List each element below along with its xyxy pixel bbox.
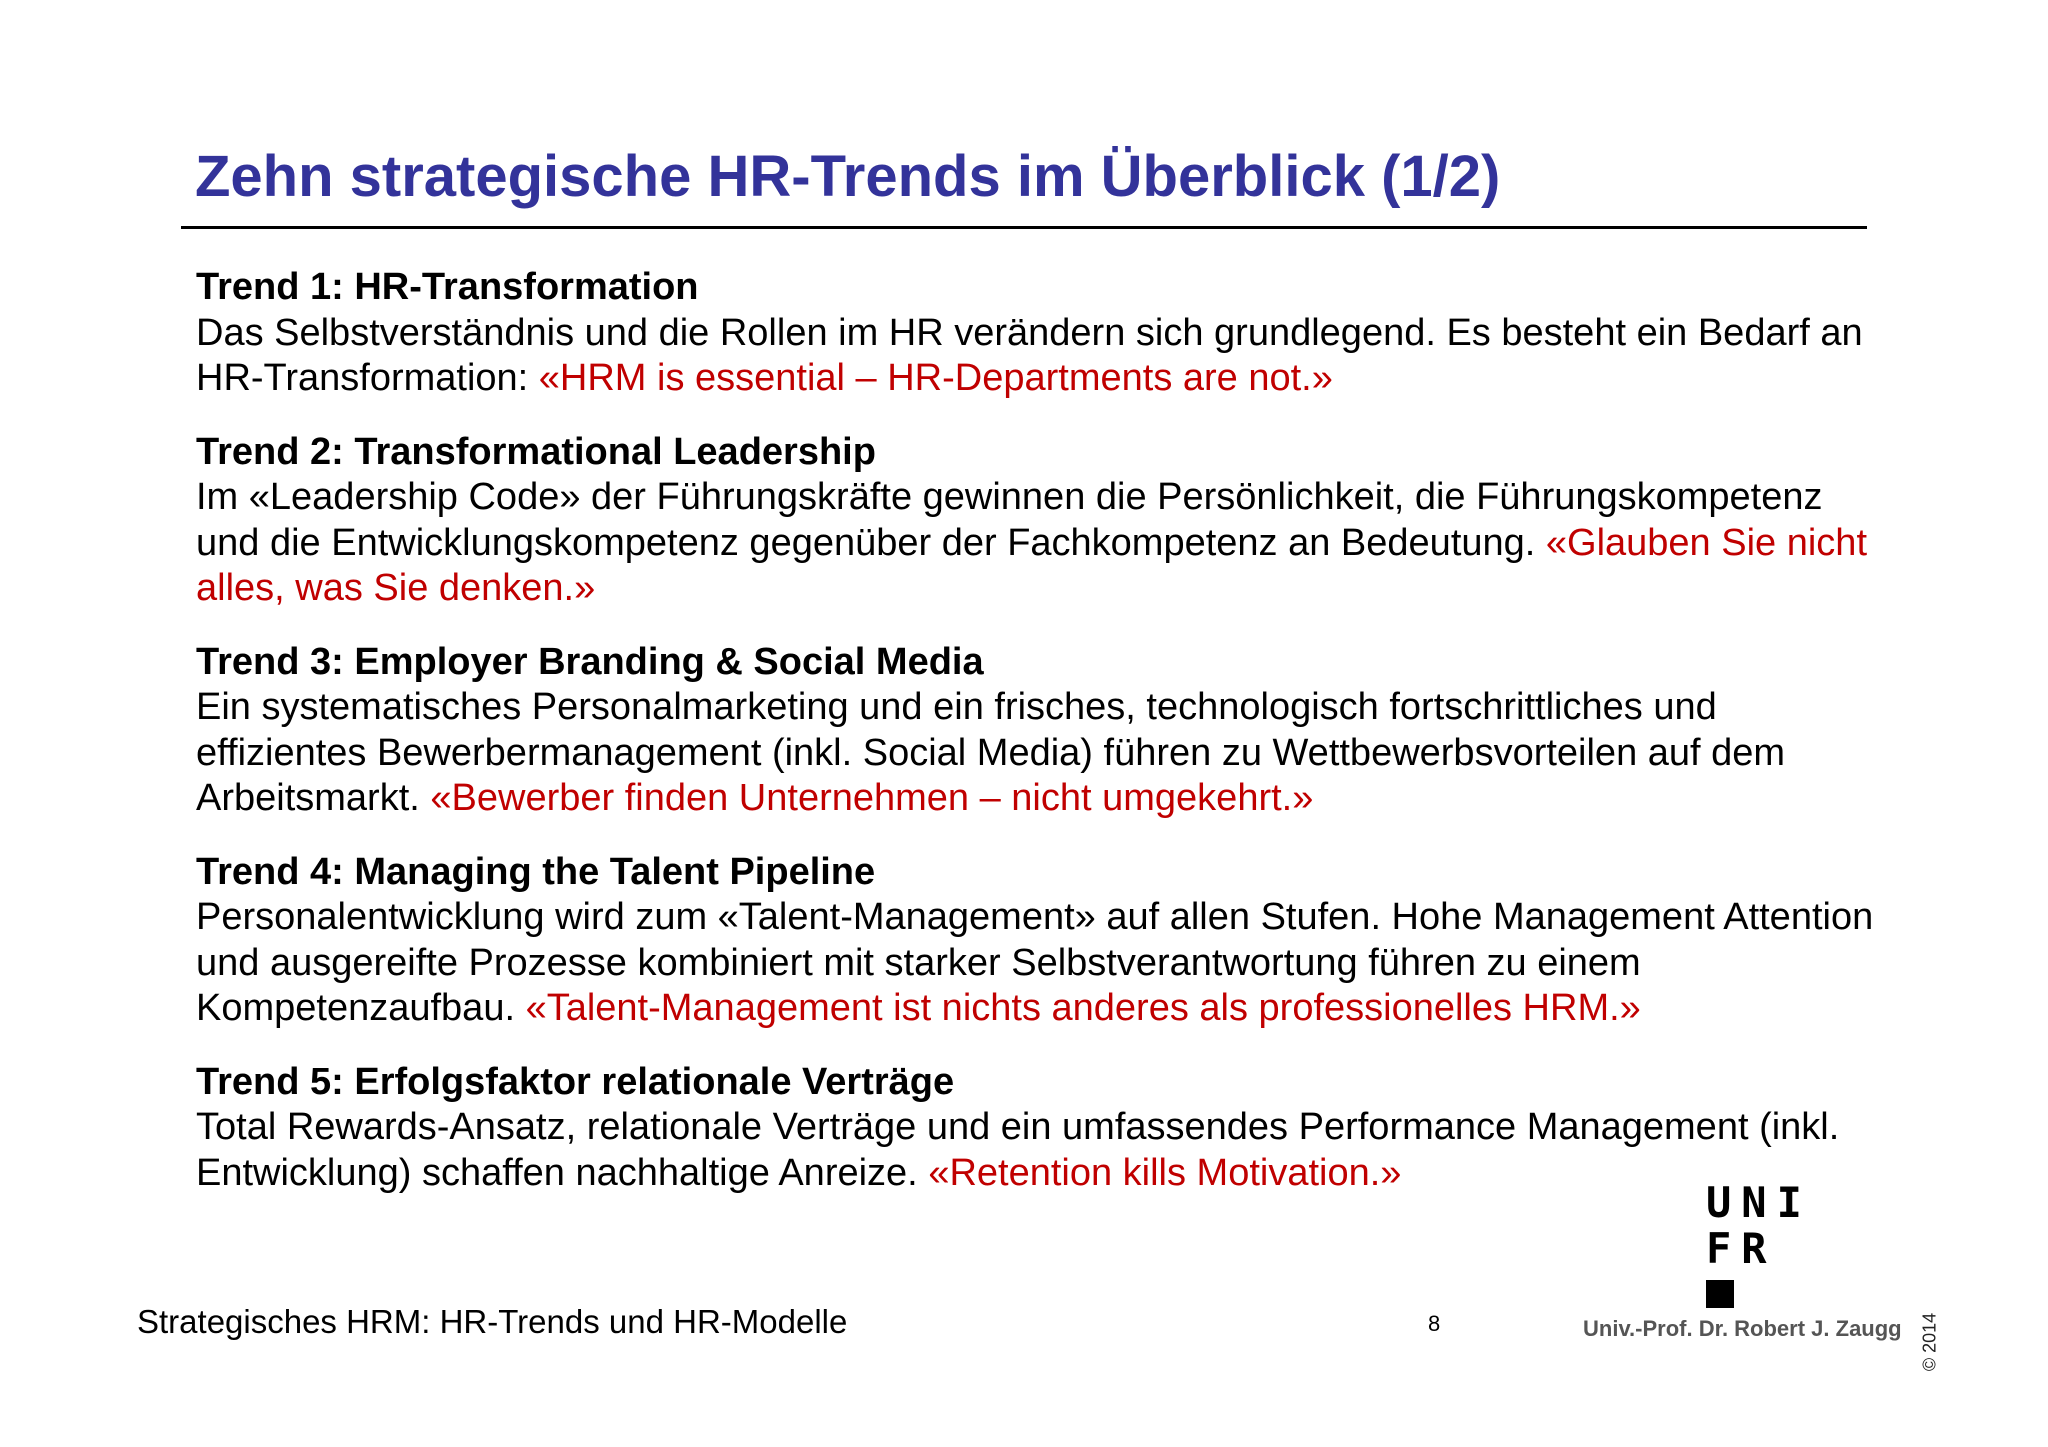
trend-quote: «Talent-Management ist nichts anderes als professionelles HRM.» — [525, 987, 1641, 1029]
unifr-logo — [1706, 1180, 1816, 1308]
copyright-notice — [1920, 1312, 1940, 1372]
trend-item-3 — [196, 640, 1896, 822]
logo-square-mark — [1706, 1280, 1734, 1308]
logo-text-line-1: UNI — [1706, 1178, 1812, 1227]
trend-quote: «HRM is essential – HR-Departments are not.» — [538, 357, 1333, 399]
trend-list — [196, 265, 1896, 1227]
trend-item-5 — [196, 1060, 1896, 1197]
trend-description: Total Rewards-Ansatz, relationale Verträge und ein umfassendes Performance Management (inkl. Entwicklung) schaffen nachhaltige Anreize. — [196, 1106, 1840, 1194]
slide-title: Zehn strategische HR-Trends im Überblick (1/2) — [195, 144, 1501, 209]
trend-heading: Trend 4: Managing the Talent Pipeline — [196, 850, 876, 893]
trend-description: Das Selbstverständnis und die Rollen im HR verändern sich grundlegend. Es besteht ein Bedarf an HR-Transformation: — [196, 311, 1863, 399]
trend-heading: Trend 1: HR-Transformation — [196, 266, 699, 308]
page-number: 8 — [1428, 1311, 1441, 1336]
trend-description: Ein systematisches Personalmarketing und ein frisches, technologisch fortschrittliches und effizientes Bewerbermanagement (inkl. Social Media) führen zu Wettbewerbsvorteilen auf dem Arbeitsmarkt. — [196, 686, 1786, 819]
trend-heading: Trend 3: Employer Branding & Social Media — [196, 640, 984, 683]
title-divider — [181, 226, 1867, 229]
trend-description: Personalentwicklung wird zum «Talent-Management» auf allen Stufen. Hohe Management Attention und ausgereifte Prozesse kombiniert mit starker Selbstverantwortung führen zu einem Kompetenzaufbau. — [196, 896, 1874, 1029]
trend-heading: Trend 5: Erfolgsfaktor relationale Verträge — [196, 1060, 955, 1103]
trend-item-1 — [196, 265, 1896, 402]
copyright-text: © 2014 — [1919, 1312, 1940, 1372]
footer-author: Univ.-Prof. Dr. Robert J. Zaugg — [1583, 1316, 1902, 1341]
logo-text-line-2: FR — [1706, 1224, 1777, 1273]
trend-description: Im «Leadership Code» der Führungskräfte gewinnen die Persönlichkeit, die Führungskompetenz und die Entwicklungskompetenz gegenüber der Fachkompetenz an Bedeutung. — [196, 476, 1823, 564]
trend-heading: Trend 2: Transformational Leadership — [196, 430, 876, 473]
trend-item-4 — [196, 850, 1896, 1032]
trend-quote: «Bewerber finden Unternehmen – nicht umgekehrt.» — [430, 777, 1314, 819]
trend-quote: «Retention kills Motivation.» — [928, 1151, 1402, 1194]
trend-quote: «Glauben Sie nicht alles, was Sie denken.» — [196, 521, 1867, 609]
trend-item-2 — [196, 430, 1896, 612]
footer-course-title: Strategisches HRM: HR-Trends und HR-Modelle — [137, 1303, 848, 1340]
